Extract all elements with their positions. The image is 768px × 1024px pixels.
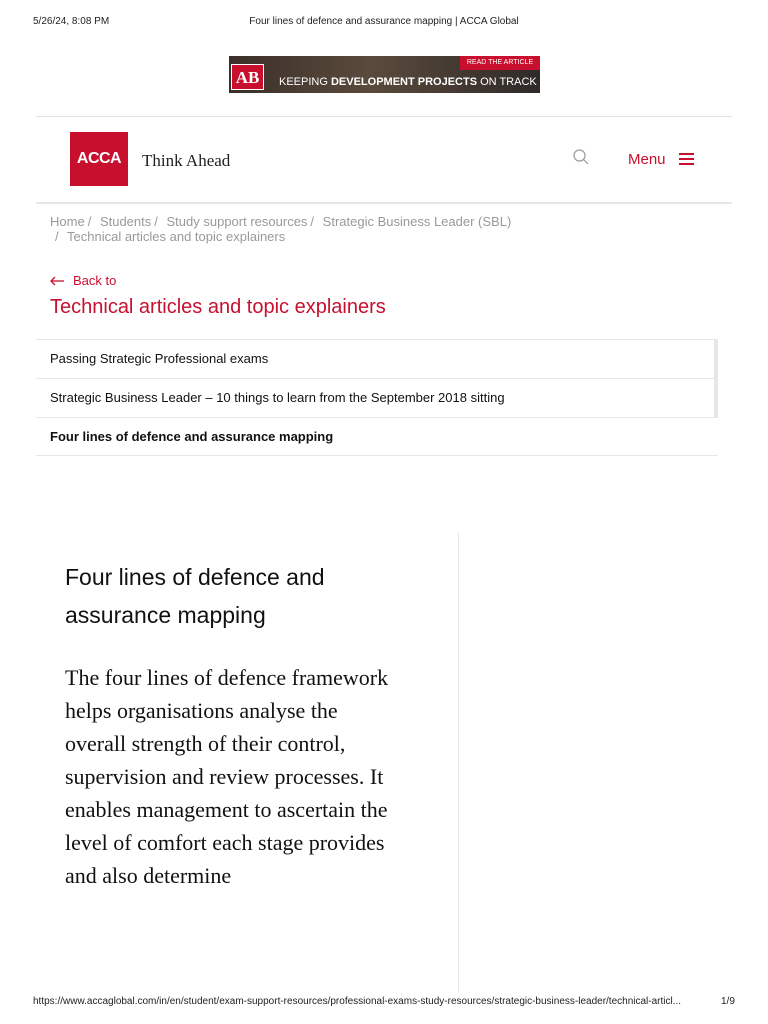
acca-logo[interactable]: ACCA (70, 132, 128, 186)
menu-label: Menu (628, 150, 666, 168)
list-item[interactable] (36, 339, 718, 378)
hamburger-icon (679, 153, 694, 165)
ad-tagline-post: ON TRACK (477, 76, 537, 88)
ad-logo: AB (231, 64, 264, 90)
scrollbar-track[interactable] (714, 379, 718, 417)
column-divider (458, 532, 459, 992)
print-title: Four lines of defence and assurance mapping | ACCA Global (249, 16, 519, 27)
breadcrumb-technical-articles[interactable]: Technical articles and topic explainers (67, 229, 286, 244)
breadcrumb-sbl[interactable]: Strategic Business Leader (SBL) (322, 214, 512, 229)
list-item[interactable] (36, 378, 718, 417)
article-title: Four lines of defence and assurance mapping (65, 564, 325, 628)
article-intro: The four lines of defence framework helps organisations analyse the overall strength of their control, supervision and review processes. It enables management to ascertain the level of comfort each stage provides and also determine (65, 665, 389, 888)
ad-tagline-bold: DEVELOPMENT PROJECTS (330, 76, 478, 88)
list-item-label: Four lines of defence and assurance mapping (50, 429, 334, 444)
menu-button[interactable] (628, 149, 694, 169)
breadcrumb-study-support[interactable]: Study support resources (166, 214, 308, 229)
list-item-label: Strategic Business Leader – 10 things to learn from the September 2018 sitting (50, 390, 505, 405)
print-date: 5/26/24, 8:08 PM (33, 16, 110, 27)
breadcrumb-students[interactable]: Students (99, 214, 152, 229)
breadcrumb-home[interactable]: Home (50, 214, 85, 229)
back-label: Back to (73, 273, 117, 288)
arrow-left-icon (50, 276, 64, 286)
print-header (0, 16, 768, 30)
ad-cta[interactable]: READ THE ARTICLE (460, 56, 540, 70)
back-link[interactable] (50, 273, 116, 288)
ad-tagline (279, 76, 537, 88)
header-divider-bottom (36, 202, 732, 204)
print-url: https://www.accaglobal.com/in/en/student/exam-support-resources/professional-exams-study-resources/strategic-business-leader/technical-articl... (33, 996, 682, 1007)
print-page-number: 1/9 (721, 996, 735, 1007)
list-item-active[interactable] (36, 417, 718, 456)
scrollbar-track[interactable] (714, 340, 718, 378)
breadcrumb: Home / Students / Study support resources / Strategic Business Leader (SBL) / Technical articles and topic explainers (50, 214, 512, 244)
list-item-label: Passing Strategic Professional exams (50, 351, 269, 366)
ad-banner[interactable] (229, 56, 540, 93)
ad-tagline-pre: KEEPING (279, 76, 331, 88)
header-divider-top (36, 116, 732, 117)
slogan: Think Ahead (142, 151, 231, 170)
section-title[interactable]: Technical articles and topic explainers (50, 296, 386, 318)
search-icon[interactable] (572, 148, 590, 166)
article-list (36, 339, 718, 456)
